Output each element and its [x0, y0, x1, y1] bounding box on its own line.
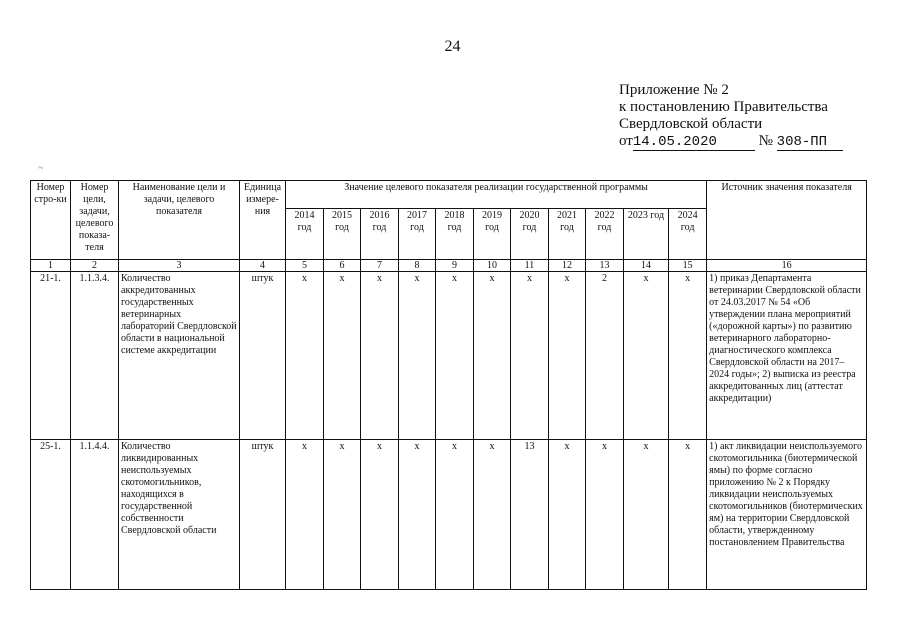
column-number: 16: [707, 260, 867, 272]
row-number: 25-1.: [31, 440, 71, 590]
header-unit: Единица измере-ния: [240, 181, 286, 260]
value-cell: x: [549, 440, 586, 590]
indicator-name: Количество аккредитованных государственных ветеринарных лабораторий Свердловской области в национальной системе аккредитации: [119, 272, 240, 440]
indicators-table: [30, 180, 867, 590]
value-cell: x: [324, 272, 361, 440]
header-year: 2023 год: [624, 209, 669, 260]
appendix-line-decree: к постановлению Правительства: [619, 99, 828, 115]
value-cell: x: [286, 440, 324, 590]
column-number: 12: [549, 260, 586, 272]
value-cell: x: [474, 272, 511, 440]
decree-number: 308-ПП: [777, 135, 843, 151]
column-number: 5: [286, 260, 324, 272]
appendix-date-line: [619, 133, 889, 151]
header-year: 2021 год: [549, 209, 586, 260]
value-cell: x: [511, 272, 549, 440]
page-number: 24: [444, 38, 461, 55]
value-cell: x: [624, 272, 669, 440]
appendix-block: [619, 82, 889, 151]
header-year: 2017 год: [399, 209, 436, 260]
column-number: 8: [399, 260, 436, 272]
column-number: 14: [624, 260, 669, 272]
column-number: 11: [511, 260, 549, 272]
scan-mark: ~: [38, 163, 44, 174]
goal-number: 1.1.4.4.: [71, 440, 119, 590]
appendix-line-region: Свердловской области: [619, 116, 763, 132]
value-cell: 2: [586, 272, 624, 440]
goal-number: 1.1.3.4.: [71, 272, 119, 440]
header-year: 2016 год: [361, 209, 399, 260]
column-number: 3: [119, 260, 240, 272]
header-year: 2024 год: [669, 209, 707, 260]
header-source: Источник значения показателя: [707, 181, 867, 260]
value-cell: x: [361, 272, 399, 440]
indicator-name: Количество ликвидированных неиспользуемых скотомогильников, находящихся в государственной собственности Свердловской области: [119, 440, 240, 590]
column-number: 4: [240, 260, 286, 272]
header-goal-number: Номер цели, задачи, целевого показа-теля: [71, 181, 119, 260]
unit-cell: штук: [240, 272, 286, 440]
column-number: 2: [71, 260, 119, 272]
header-year: 2022 год: [586, 209, 624, 260]
value-cell: x: [669, 440, 707, 590]
table-row: [31, 272, 867, 440]
number-label: №: [758, 133, 773, 149]
value-cell: x: [361, 440, 399, 590]
value-cell: x: [324, 440, 361, 590]
column-number: 9: [436, 260, 474, 272]
value-cell: x: [399, 272, 436, 440]
header-year: 2019 год: [474, 209, 511, 260]
appendix-title: Приложение № 2: [619, 82, 729, 98]
decree-date: 14.05.2020: [633, 135, 755, 151]
value-cell: x: [586, 440, 624, 590]
value-cell: x: [624, 440, 669, 590]
column-number: 10: [474, 260, 511, 272]
value-cell: x: [549, 272, 586, 440]
column-number: 13: [586, 260, 624, 272]
table-row: [31, 440, 867, 590]
source-cell: 1) приказ Департамента ветеринарии Свердловской области от 24.03.2017 № 54 «Об утверждении плана мероприятий («дорожной карты») по развитию ветеринарного лабораторно-диагностического комплекса Свердловской области на 2017–2024 годы»; 2) выписка из реестра аккредитованных лиц (аттестат аккредитации): [707, 272, 867, 440]
value-cell: 13: [511, 440, 549, 590]
value-cell: x: [436, 272, 474, 440]
value-cell: x: [669, 272, 707, 440]
unit-cell: штук: [240, 440, 286, 590]
column-number: 15: [669, 260, 707, 272]
value-cell: x: [436, 440, 474, 590]
column-number: 6: [324, 260, 361, 272]
value-cell: x: [399, 440, 436, 590]
row-number: 21-1.: [31, 272, 71, 440]
header-row-number: Номер стро-ки: [31, 181, 71, 260]
header-year: 2018 год: [436, 209, 474, 260]
value-cell: x: [286, 272, 324, 440]
column-number: 7: [361, 260, 399, 272]
source-cell: 1) акт ликвидации неиспользуемого скотомогильника (биотермической ямы) по форме согласно приложению № 2 к Порядку ликвидации неиспользуемых скотомогильников (биотермических ям) на территории Свердловской области, утвержденному постановлением Правительства: [707, 440, 867, 590]
column-number: 1: [31, 260, 71, 272]
header-year: 2020 год: [511, 209, 549, 260]
value-cell: x: [474, 440, 511, 590]
header-values-group: Значение целевого показателя реализации государственной программы: [286, 181, 707, 209]
header-indicator-name: Наименование цели и задачи, целевого показателя: [119, 181, 240, 260]
header-year: 2015 год: [324, 209, 361, 260]
from-label: от: [619, 133, 633, 149]
column-numbers-row: [31, 260, 867, 272]
header-year: 2014 год: [286, 209, 324, 260]
